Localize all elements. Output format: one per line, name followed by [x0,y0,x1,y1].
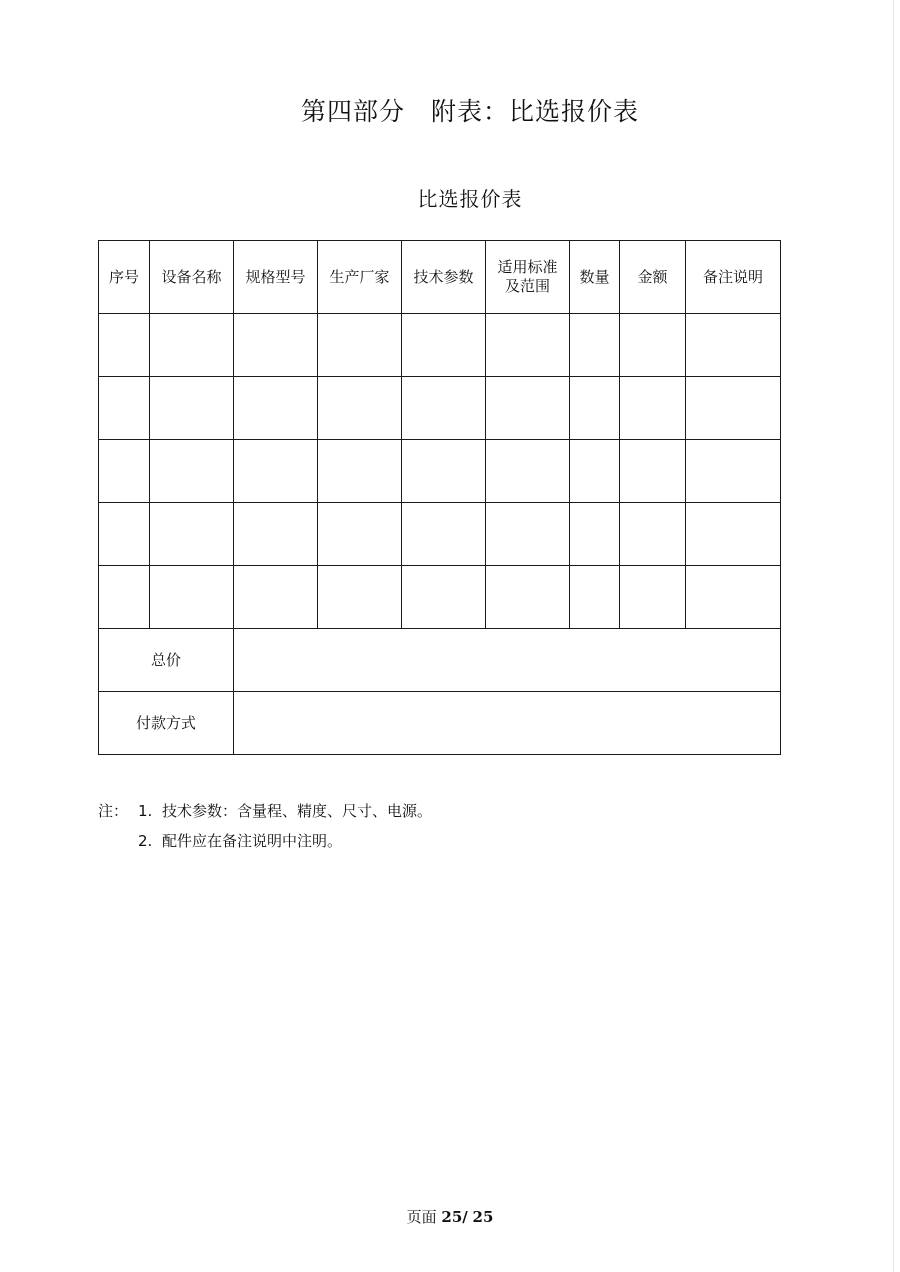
table-cell[interactable] [150,440,234,503]
table-cell[interactable] [402,314,486,377]
table-cell[interactable] [150,314,234,377]
header-cell-device-name: 设备名称 [150,241,234,314]
note-number: 1. [138,802,153,820]
header-cell-standard-scope: 适用标准 及范围 [486,241,570,314]
table-row [99,566,781,629]
table-cell[interactable] [402,377,486,440]
page-title: 第四部分 附表：比选报价表 [300,97,639,126]
note-number: 2. [138,832,153,850]
notes-section [98,796,432,856]
payment-method-label: 付款方式 [99,692,234,755]
table-cell[interactable] [402,566,486,629]
total-price-value[interactable] [234,629,781,692]
payment-method-value[interactable] [234,692,781,755]
table-cell[interactable] [686,503,781,566]
table-cell[interactable] [620,566,686,629]
table-cell[interactable] [318,314,402,377]
note-item [98,826,432,856]
table-cell[interactable] [620,314,686,377]
header-cell-remarks: 备注说明 [686,241,781,314]
table-cell[interactable] [402,503,486,566]
table-cell[interactable] [570,566,620,629]
header-cell-manufacturer: 生产厂家 [318,241,402,314]
notes-prefix: 注： [98,802,129,820]
table-cell[interactable] [570,314,620,377]
table-cell[interactable] [99,440,150,503]
table-cell[interactable] [99,503,150,566]
table-cell[interactable] [570,503,620,566]
table-cell[interactable] [234,440,318,503]
table-row [99,503,781,566]
table-cell[interactable] [686,566,781,629]
table-cell[interactable] [570,377,620,440]
table-cell[interactable] [620,440,686,503]
page-footer [0,1206,900,1227]
header-cell-model: 规格型号 [234,241,318,314]
note-text: 配件应在备注说明中注明。 [162,832,343,850]
page-label: 页面 [406,1208,437,1226]
note-text: 技术参数：含量程、精度、尺寸、电源。 [162,802,433,820]
total-price-row [99,629,781,692]
table-cell[interactable] [234,314,318,377]
header-cell-amount: 金额 [620,241,686,314]
table-cell[interactable] [318,440,402,503]
table-row [99,440,781,503]
table-cell[interactable] [620,377,686,440]
table-cell[interactable] [99,314,150,377]
table-cell[interactable] [150,503,234,566]
header-cell-quantity: 数量 [570,241,620,314]
total-price-label: 总价 [99,629,234,692]
table-cell[interactable] [620,503,686,566]
table-cell[interactable] [318,503,402,566]
table-cell[interactable] [486,377,570,440]
table-cell[interactable] [686,377,781,440]
page-total: 25 [472,1208,494,1226]
table-cell[interactable] [234,503,318,566]
table-cell[interactable] [486,566,570,629]
table-title: 比选报价表 [417,187,523,211]
table-cell[interactable] [570,440,620,503]
table-cell[interactable] [234,377,318,440]
table-header-row [99,241,781,314]
table-cell[interactable] [486,314,570,377]
page-current: 25 [441,1208,463,1226]
table-cell[interactable] [486,503,570,566]
table-cell[interactable] [99,566,150,629]
table-cell[interactable] [318,377,402,440]
table-cell[interactable] [318,566,402,629]
header-cell-index: 序号 [99,241,150,314]
note-item [98,796,432,826]
table-row [99,377,781,440]
table-cell[interactable] [486,440,570,503]
table-cell[interactable] [686,440,781,503]
table-cell[interactable] [150,377,234,440]
table-cell[interactable] [686,314,781,377]
table-cell[interactable] [402,440,486,503]
table-cell[interactable] [150,566,234,629]
table-cell[interactable] [99,377,150,440]
page-separator: / [462,1208,468,1226]
quote-table [98,240,781,755]
payment-method-row [99,692,781,755]
table-cell[interactable] [234,566,318,629]
header-cell-tech-params: 技术参数 [402,241,486,314]
table-row [99,314,781,377]
